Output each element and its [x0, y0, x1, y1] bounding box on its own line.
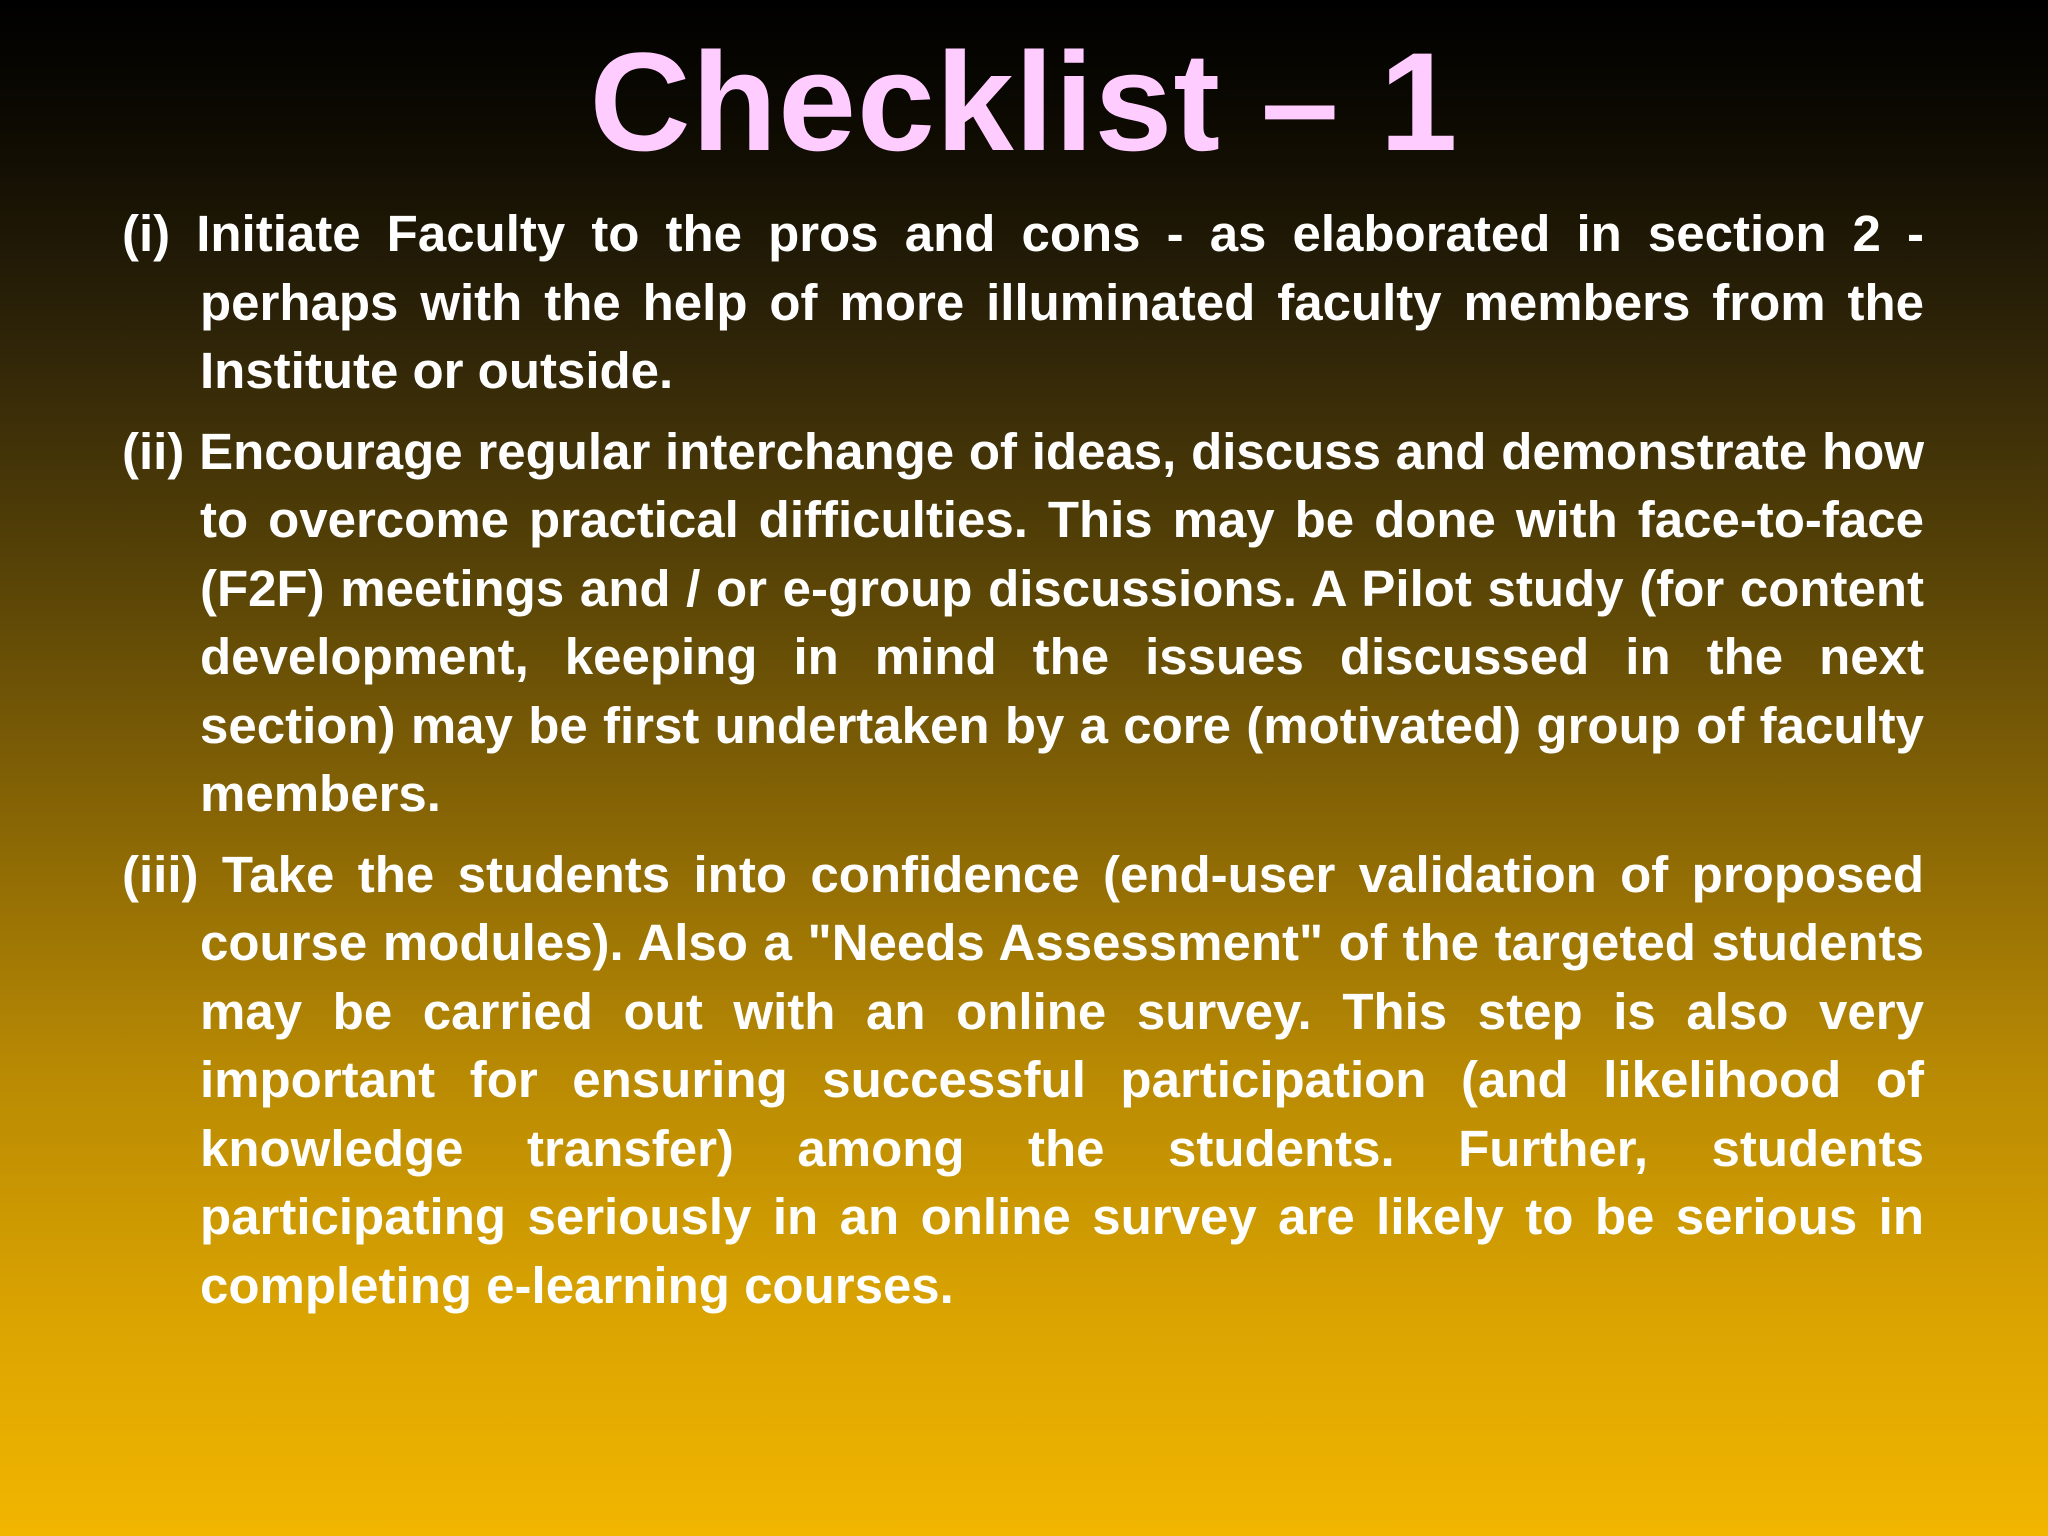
checklist-item [122, 200, 1924, 406]
item-number: (i) [122, 205, 171, 262]
checklist [122, 200, 1924, 1332]
checklist-item [122, 418, 1924, 829]
item-text: Encourage regular interchange of ideas, discuss and demonstrate how to overcome practical difficulties. This may be done with face-to-face (F2F) meetings and / or e-group discussions. A Pilot study (for content development, keeping in mind the issues discussed in the next section) may be first undertaken by a core (motivated) group of faculty members. [199, 422, 1924, 822]
item-number: (iii) [122, 845, 199, 903]
item-text: Take the students into confidence (end-user validation of proposed course modules). Also a "Needs Assessment" of the targeted students may be carried out with an online survey. This step is also very important for ensuring successful participation (and likelihood of knowledge transfer) among the students. Further, students participating seriously in an online survey are likely to be serious in completing e-learning courses. [200, 845, 1925, 1314]
item-number: (ii) [122, 422, 185, 480]
checklist-item [122, 841, 1924, 1321]
item-text: Initiate Faculty to the pros and cons - as elaborated in section 2 - perhaps with the help of more illuminated faculty members from the Institute or outside. [196, 205, 1924, 399]
slide-title: Checklist – 1 [589, 23, 1459, 180]
